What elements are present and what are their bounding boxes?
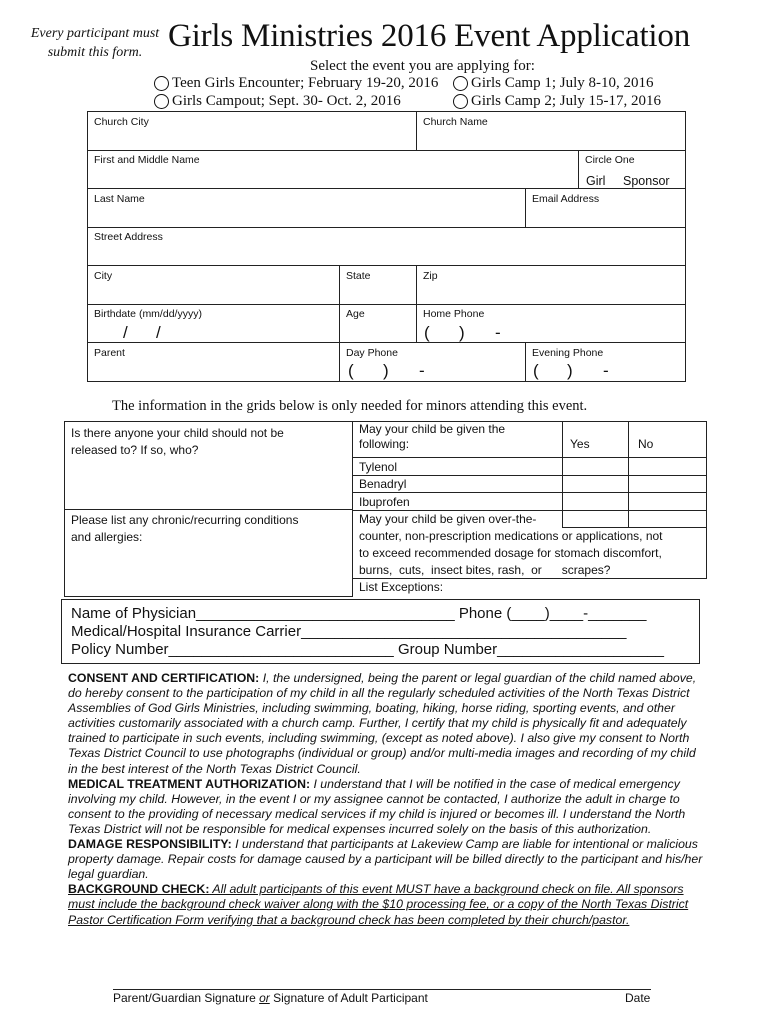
release-question[interactable]: Is there anyone your child should not be released to? If so, who? — [71, 426, 284, 457]
background-text: All adult participants of this event MUST have a background check on file. All sponsors must include the background check waiver along with the $10 processing fee, or a copy of the North Texas District Pastor Certification Form verifying that a background check has been completed by their church/pastor. — [68, 882, 689, 927]
minors-note: The information in the grids below is only needed for minors attending this event. — [112, 398, 588, 414]
city-field[interactable]: City — [94, 270, 113, 282]
phone-paren: ) — [567, 361, 573, 380]
medical-heading: MEDICAL TREATMENT AUTHORIZATION: — [68, 776, 311, 791]
phone-dash: - — [495, 323, 501, 342]
damage-text: I understand that participants at Lakeview Camp are liable for intentional or malicious property damage. Repair costs for damage caused by a participant will be billed directly to the participant and his/her legal guardian. — [68, 837, 703, 882]
radio-circle-icon[interactable] — [453, 76, 468, 91]
parent-field[interactable]: Parent — [94, 347, 125, 359]
event-label: Teen Girls Encounter; February 19-20, 2016 — [172, 75, 439, 91]
policy-group-line[interactable]: Policy Number___________________________ Group Number____________________ — [71, 641, 664, 658]
med-row-ibuprofen[interactable]: Ibuprofen — [359, 495, 410, 509]
radio-circle-icon[interactable] — [154, 94, 169, 109]
signature-label: Parent/Guardian Signature or Signature of Adult Participant — [113, 991, 428, 1005]
church-city-field[interactable]: Church City — [94, 116, 149, 128]
event-label: Girls Campout; Sept. 30- Oct. 2, 2016 — [172, 93, 401, 109]
otc-question-line: counter, non-prescription medications or applications, not — [359, 529, 663, 543]
church-name-field[interactable]: Church Name — [423, 116, 488, 128]
radio-circle-icon[interactable] — [154, 76, 169, 91]
otc-question-line: burns, cuts, insect bites, rash, or scrapes? — [359, 563, 611, 577]
birthdate-slash: / — [123, 323, 128, 342]
phone-paren: ( — [348, 361, 354, 380]
street-address-field[interactable]: Street Address — [94, 231, 163, 243]
damage-heading: DAMAGE RESPONSIBILITY: — [68, 837, 232, 852]
home-phone-field[interactable]: Home Phone — [423, 308, 485, 320]
radio-circle-icon[interactable] — [453, 94, 468, 109]
otc-question-line: to exceed recommended dosage for stomach discomfort, — [359, 546, 662, 560]
age-field[interactable]: Age — [346, 308, 365, 320]
phone-paren: ) — [459, 323, 465, 342]
event-label: Girls Camp 1; July 8-10, 2016 — [471, 75, 654, 91]
event-option-teen-encounter[interactable] — [154, 75, 438, 92]
consent-heading: CONSENT AND CERTIFICATION: — [68, 671, 260, 685]
event-option-girls-camp-1[interactable] — [453, 75, 654, 92]
phone-paren: ( — [533, 361, 539, 380]
list-exceptions-field[interactable]: List Exceptions: — [359, 580, 444, 594]
event-label: Girls Camp 2; July 15-17, 2016 — [471, 93, 661, 109]
event-select-prompt: Select the event you are applying for: — [310, 58, 535, 74]
consent-section — [68, 671, 708, 928]
last-name-field[interactable]: Last Name — [94, 193, 145, 205]
birthdate-field[interactable]: Birthdate (mm/dd/yyyy) — [94, 308, 202, 320]
conditions-question[interactable]: Please list any chronic/recurring conditions and allergies: — [71, 513, 299, 544]
event-option-girls-camp-2[interactable] — [453, 93, 661, 110]
first-middle-name-field[interactable]: First and Middle Name — [94, 154, 200, 166]
evening-phone-field[interactable]: Evening Phone — [532, 347, 604, 359]
medications-question: May your child be given the — [359, 422, 506, 436]
submission-note: Every participant must submit this form. — [30, 26, 160, 60]
date-label: Date — [625, 991, 651, 1005]
consent-text: I, the undersigned, being the parent or legal guardian of the child named above, do hereby consent to the participation of my child in all the regularly scheduled activities of the North Texas District Assemblies of God Girls Ministries, including swimming, boating, hiking, horse riding, sporting events, and other activities customarily associated with a church camp. Further, I certify that my child is physically fit and adequately trained to participate in such events, including swimming, (except as noted above). I also give my consent to North Texas District Council to use photographs (individual or group) and/or multi-media images and recording of my child in the best interest of the North Texas District Council. — [68, 671, 697, 776]
yes-column-header: Yes — [570, 437, 590, 451]
state-field[interactable]: State — [346, 270, 371, 282]
phone-paren: ( — [424, 323, 430, 342]
otc-question-line[interactable]: May your child be given over-the- — [359, 512, 537, 526]
birthdate-slash: / — [156, 323, 161, 342]
circle-one-label: Circle One — [585, 154, 635, 166]
med-row-benadryl[interactable]: Benadryl — [359, 477, 407, 491]
phone-dash: - — [603, 361, 609, 380]
page-title: Girls Ministries 2016 Event Application — [168, 18, 690, 54]
physician-name-line[interactable]: Name of Physician_______________________________ Phone (____)____-_______ — [71, 605, 647, 622]
girl-option[interactable]: Girl — [586, 174, 606, 188]
no-column-header: No — [638, 437, 654, 451]
sponsor-option[interactable]: Sponsor — [623, 174, 670, 188]
phone-paren: ) — [383, 361, 389, 380]
medical-text: I understand that I will be notified in the case of medical emergency involving my child. However, in the event I or my assignee cannot be contacted, I authorize the adult in charge to consent to the providing of necessary medical services if my child is injured or becomes ill. I understand the North Texas District will not be responsible for medical expenses incurred solely on the basis of this authorization. — [68, 776, 686, 836]
med-row-tylenol[interactable]: Tylenol — [359, 460, 398, 474]
background-heading: BACKGROUND CHECK: — [68, 882, 210, 897]
email-field[interactable]: Email Address — [532, 193, 600, 205]
zip-field[interactable]: Zip — [423, 270, 438, 282]
phone-dash: - — [419, 361, 425, 380]
event-option-girls-campout[interactable] — [154, 93, 401, 110]
medications-question-cont: following: — [359, 437, 410, 451]
insurance-carrier-line[interactable]: Medical/Hospital Insurance Carrier_______________________________________ — [71, 623, 627, 640]
day-phone-field[interactable]: Day Phone — [346, 347, 398, 359]
signature-line[interactable] — [113, 989, 651, 990]
